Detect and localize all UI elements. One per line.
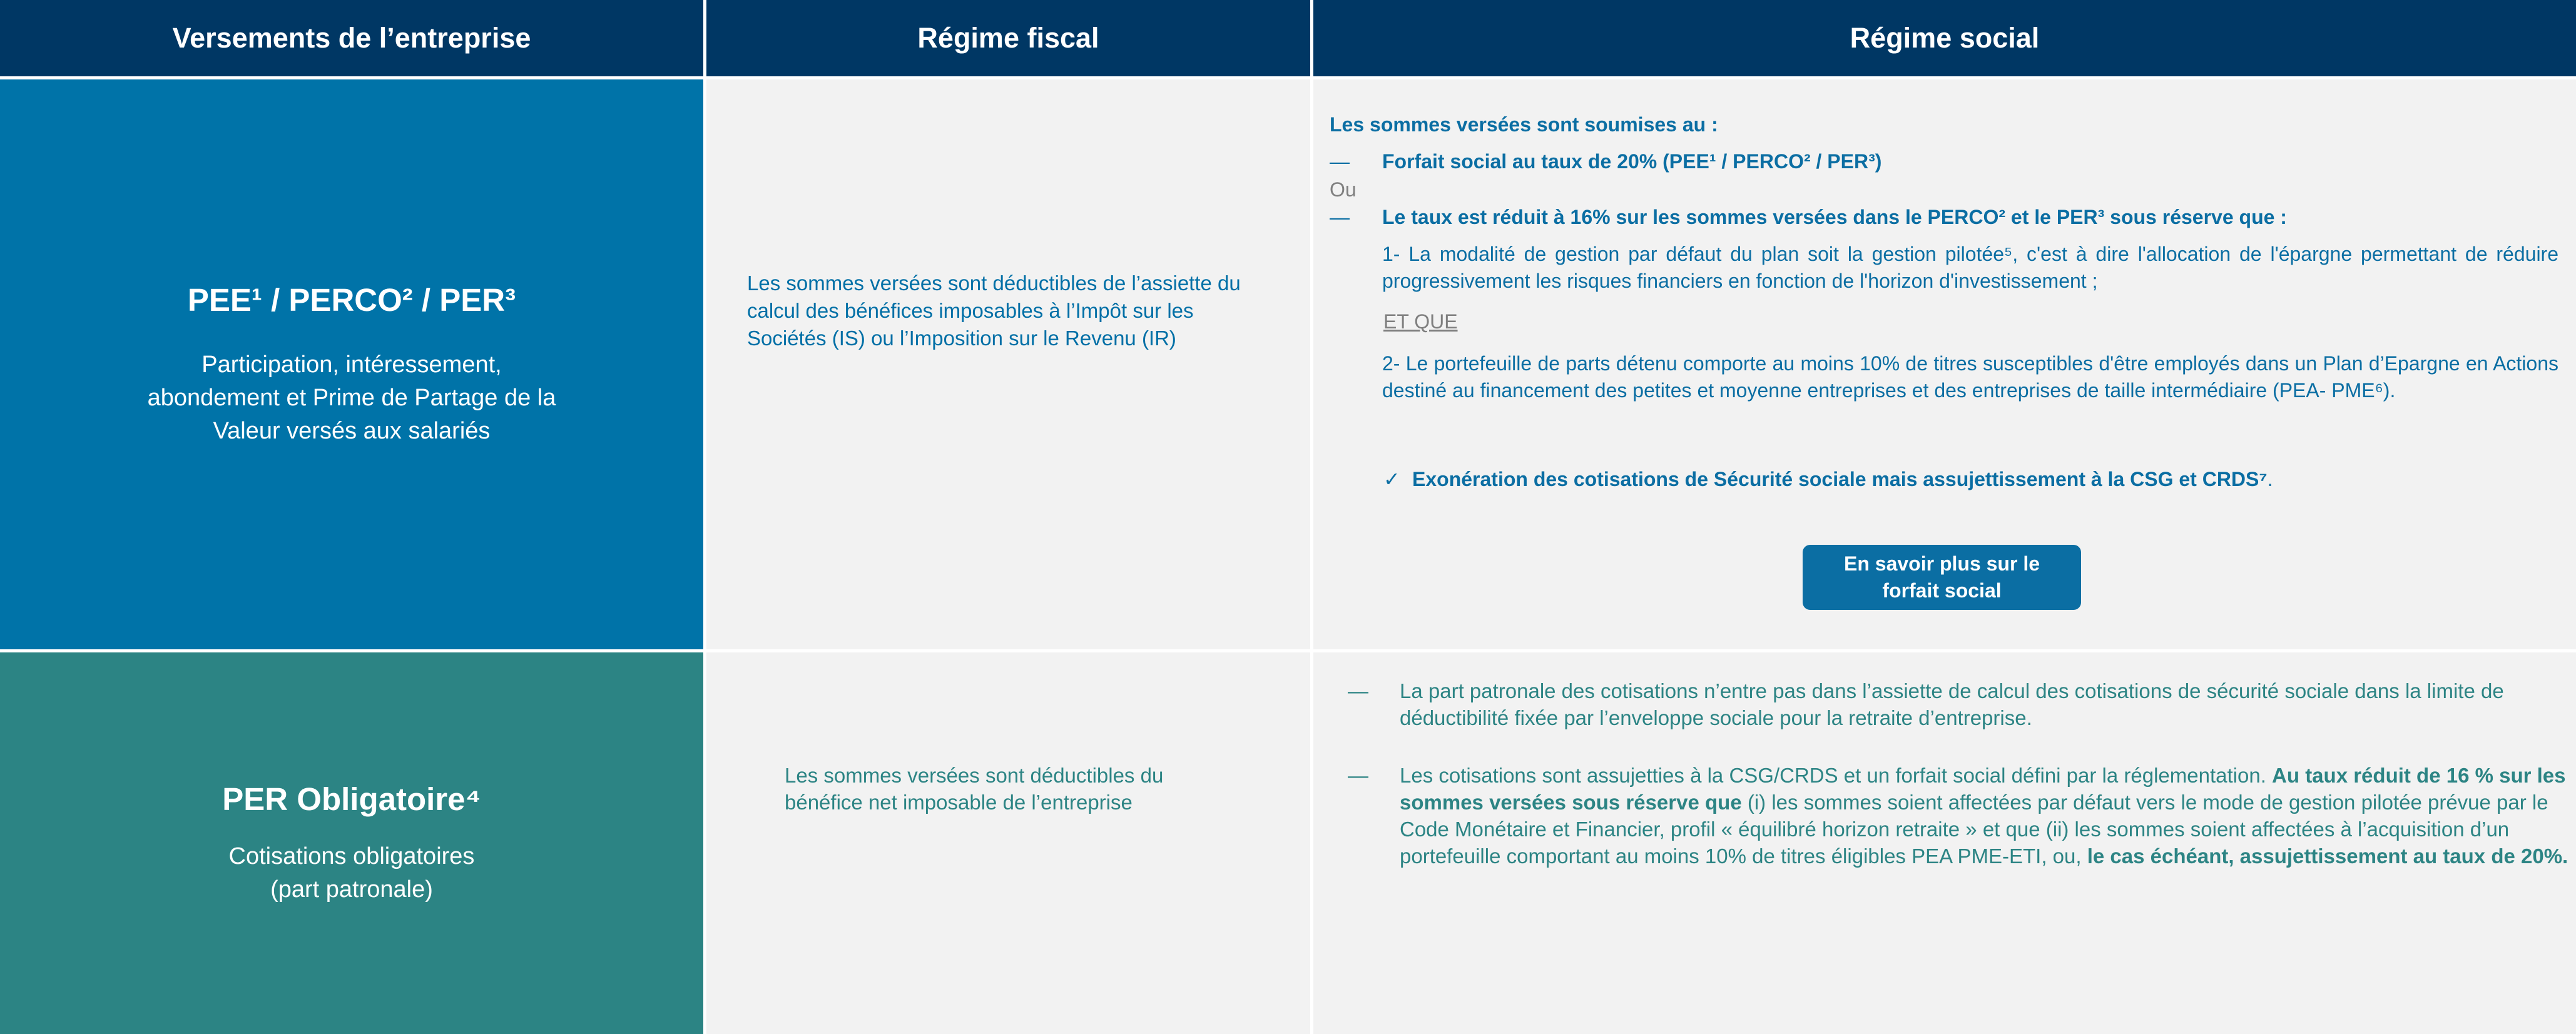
row1-versements-cell: [0, 79, 703, 649]
social-condition-1: 1- La modalité de gestion par défaut du plan soit la gestion pilotée⁵, c'est à dire l'allocation de l'épargne permettant de réduire progressivement les risques financiers en fonction de l'horizon d'investissement ;: [1382, 243, 2558, 292]
social-exoneration-end: .: [2267, 468, 2273, 490]
row2-social-cell: [1313, 652, 2576, 1034]
row2-social-p2-a: Les cotisations sont assujetties à la CSG/CRDS et un forfait social défini par la réglementation.: [1400, 764, 2273, 787]
row2-social-p2: [1400, 762, 2576, 869]
row1-subtitle-line1: Participation, intéressement,: [201, 351, 502, 378]
social-et-que: ET QUE: [1383, 310, 1458, 333]
forfait-social-button-label: En savoir plus sur le forfait social: [1844, 552, 2040, 602]
row1-title: PEE¹ / PERCO² / PER³: [187, 281, 516, 318]
row1-subtitle-line2: abondement et Prime de Partage de la: [147, 384, 556, 411]
row2-fiscal-text: Les sommes versées sont déductibles du bénéfice net imposable de l’entreprise: [785, 764, 1164, 814]
header-col-regime-fiscal: Régime fiscal: [706, 0, 1310, 76]
social-exoneration: [1412, 466, 2273, 493]
row2-subtitle-line2: (part patronale): [270, 876, 433, 903]
row2-social-p1: La part patronale des cotisations n’entre pas dans l’assiette de calcul des cotisations de sécurité sociale dans la limite de déductibilité fixée par l’enveloppe sociale pour la retraite d’entreprise.: [1400, 679, 2504, 729]
social-taux-reduit: Le taux est réduit à 16% sur les sommes versées dans le PERCO² et le PER³ sous réserve que :: [1382, 206, 2287, 228]
dash-icon: —: [1330, 206, 1350, 228]
row2-social-p2-c: (i) les sommes soient affectées par défaut vers le mode de gestion pilotée prévue par le Code Monétaire et Financier, profil « équilibré horizon retraite » et que (ii) les sommes soient affectées à l’acquisition d’un portefeuille comportant au moins 10% de titres éligibles PEA PME-ETI, ou,: [1400, 791, 2548, 868]
header-col-versements: Versements de l’entreprise: [0, 0, 703, 76]
check-icon: ✓: [1383, 468, 1400, 490]
forfait-social-button[interactable]: [1803, 545, 2081, 610]
social-intro: Les sommes versées sont soumises au :: [1330, 113, 1718, 136]
dash-icon: —: [1330, 150, 1350, 173]
row1-social-cell: [1313, 79, 2576, 649]
row2-fiscal-cell: [706, 652, 1310, 1034]
social-exoneration-bold: Exonération des cotisations de Sécurité sociale mais assujettissement à la CSG et CRDS⁷: [1412, 468, 2268, 490]
dash-icon: —: [1348, 764, 1368, 787]
row1-subtitle: [148, 348, 556, 448]
row2-subtitle-line1: Cotisations obligatoires: [228, 843, 475, 869]
header-col-regime-social: Régime social: [1313, 0, 2576, 76]
row1-fiscal-cell: [706, 79, 1310, 649]
row2-subtitle: [229, 840, 475, 906]
row1-subtitle-line3: Valeur versés aux salariés: [213, 417, 491, 444]
row2-social-p2-d: le cas échéant, assujettissement au taux de 20%.: [2087, 844, 2568, 868]
row1-fiscal-text: Les sommes versées sont déductibles de l’assiette du calcul des bénéfices imposables à l’Impôt sur les Sociétés (IS) ou l’Imposition sur le Revenu (IR): [747, 271, 1241, 350]
row2-social-p2-b: Au taux réduit de 16 % sur les sommes versées sous réserve que: [1400, 764, 2566, 814]
row2-title: PER Obligatoire⁴: [222, 781, 481, 817]
social-condition-2: 2- Le portefeuille de parts détenu comporte au moins 10% de titres susceptibles d'être employés dans un Plan d’Epargne en Actions destiné au financement des petites et moyenne entreprises et des entreprises de taille intermédiaire (PEA- PME⁶).: [1382, 352, 2558, 402]
dash-icon: —: [1348, 679, 1368, 702]
social-ou: Ou: [1330, 178, 1357, 201]
row2-versements-cell: [0, 652, 703, 1034]
social-forfait: Forfait social au taux de 20% (PEE¹ / PERCO² / PER³): [1382, 150, 1882, 173]
